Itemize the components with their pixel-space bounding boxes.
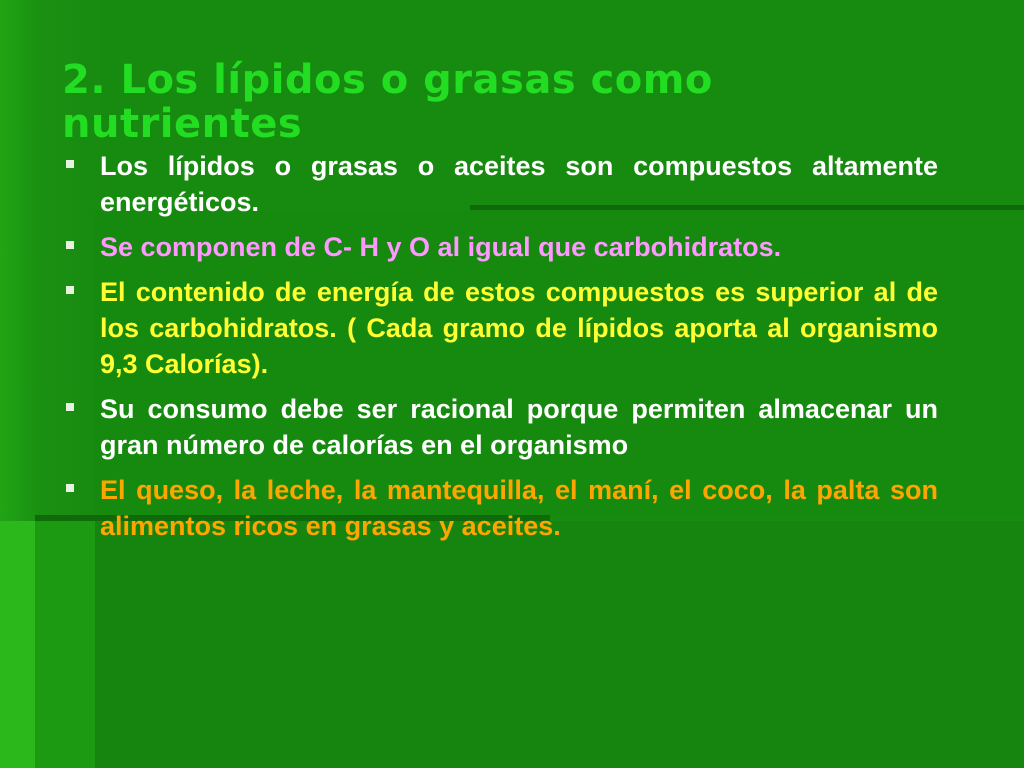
bullet-item: [62, 148, 938, 220]
bullet-item: [62, 274, 938, 382]
bullet-text: Su consumo debe ser racional porque permiten almacenar un gran número de calorías en el organismo: [100, 394, 938, 460]
bullet-text: El queso, la leche, la mantequilla, el maní, el coco, la palta son alimentos ricos en grasas y aceites.: [100, 475, 938, 541]
bullet-item: [62, 472, 938, 544]
square-bullet-icon: [66, 160, 74, 168]
bullet-item: [62, 229, 938, 265]
bullet-item: [62, 391, 938, 463]
decor-panel-lower: [95, 521, 1024, 768]
bullet-text: Se componen de C- H y O al igual que carbohidratos.: [100, 232, 782, 262]
decor-column-left: [35, 521, 95, 768]
slide-title: 2. Los lípidos o grasas como nutrientes: [62, 57, 713, 147]
square-bullet-icon: [66, 484, 74, 492]
square-bullet-icon: [66, 286, 74, 294]
bullet-text: El contenido de energía de estos compuestos es superior al de los carbohidratos. ( Cada gramo de lípidos aporta al organismo 9,3 Calorías).: [100, 277, 938, 379]
square-bullet-icon: [66, 241, 74, 249]
bullet-text: Los lípidos o grasas o aceites son compuestos altamente energéticos.: [100, 151, 938, 217]
square-bullet-icon: [66, 403, 74, 411]
bullet-list: [62, 148, 938, 553]
decor-stripe-left: [0, 521, 35, 768]
